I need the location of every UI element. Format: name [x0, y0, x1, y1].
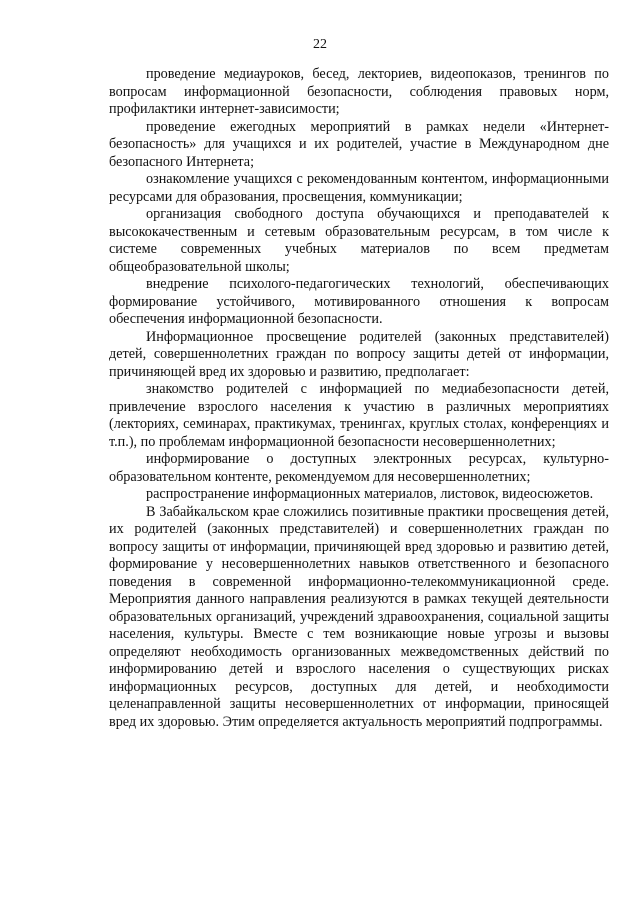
- paragraph-free-access: организация свободного доступа обучающихся и преподавателей к высококачественным и сетевым образовательным ресурсам, в том числе к системе современных учебных материалов по всем предметам общеобразовательной школы;: [109, 206, 609, 275]
- paragraph-regional-practices: В Забайкальском крае сложились позитивные практики просвещения детей, их родителей (законных представителей) и совершеннолетних граждан по вопросу защиты от информации, причиняющей вред здоровью и развитию детей, формирование у несовершеннолетних навыков ответственного и безопасного поведения в современной информационно-телекоммуникационной среде. Мероприятия данного направления реализуются в рамках текущей деятельности образовательных организаций, учреждений здравоохранения, социальной защиты населения, культуры. Вместе с тем возникающие новые угрозы и вызовы определяют необходимость организованных межведомственных действий по информированию детей и взрослого населения о существующих рисках информационных ресурсов, доступных для детей, и необходимости целенаправленной защиты несовершеннолетних от информации, приносящей вред их здоровью. Этим определяется актуальность мероприятий подпрограммы.: [109, 503, 609, 730]
- paragraph-parent-familiarization: знакомство родителей с информацией по медиабезопасности детей, привлечение взрослого населения к участию в различных мероприятиях (лекториях, семинарах, практикумах, тренингах, круглых столах, конференциях и т.п.), по проблемам информационной безопасности несовершеннолетних;: [109, 381, 609, 450]
- paragraph-distribution: распространение информационных материалов, листовок, видеосюжетов.: [146, 486, 594, 502]
- paragraph-media-lessons: проведение медиауроков, бесед, лекториев, видеопоказов, тренингов по вопросам информационной безопасности, соблюдения правовых норм, профилактики интернет-зависимости;: [109, 66, 609, 117]
- paragraph-electronic-resources: информирование о доступных электронных ресурсах, культурно-образовательном контенте, рекомендуемом для несовершеннолетних;: [109, 451, 609, 485]
- paragraph-parent-education: Информационное просвещение родителей (законных представителей) детей, совершеннолетних граждан по вопросу защиты детей от информации, причиняющей вред их здоровью и развитию, предполагает:: [109, 328, 609, 380]
- paragraph-recommended-content: ознакомление учащихся с рекомендованным контентом, информационными ресурсами для образования, просвещения, коммуникации;: [109, 171, 609, 205]
- body-text: [109, 66, 609, 731]
- paragraph-internet-safety-week: проведение ежегодных мероприятий в рамках недели «Интернет-безопасность» для учащихся и их родителей, участие в Международном дне безопасного Интернета;: [109, 118, 609, 170]
- page-number: 22: [313, 37, 327, 52]
- paragraph-psych-technologies: внедрение психолого-педагогических технологий, обеспечивающих формирование устойчивого, мотивированного отношения к вопросам обеспечения информационной безопасности.: [109, 276, 609, 327]
